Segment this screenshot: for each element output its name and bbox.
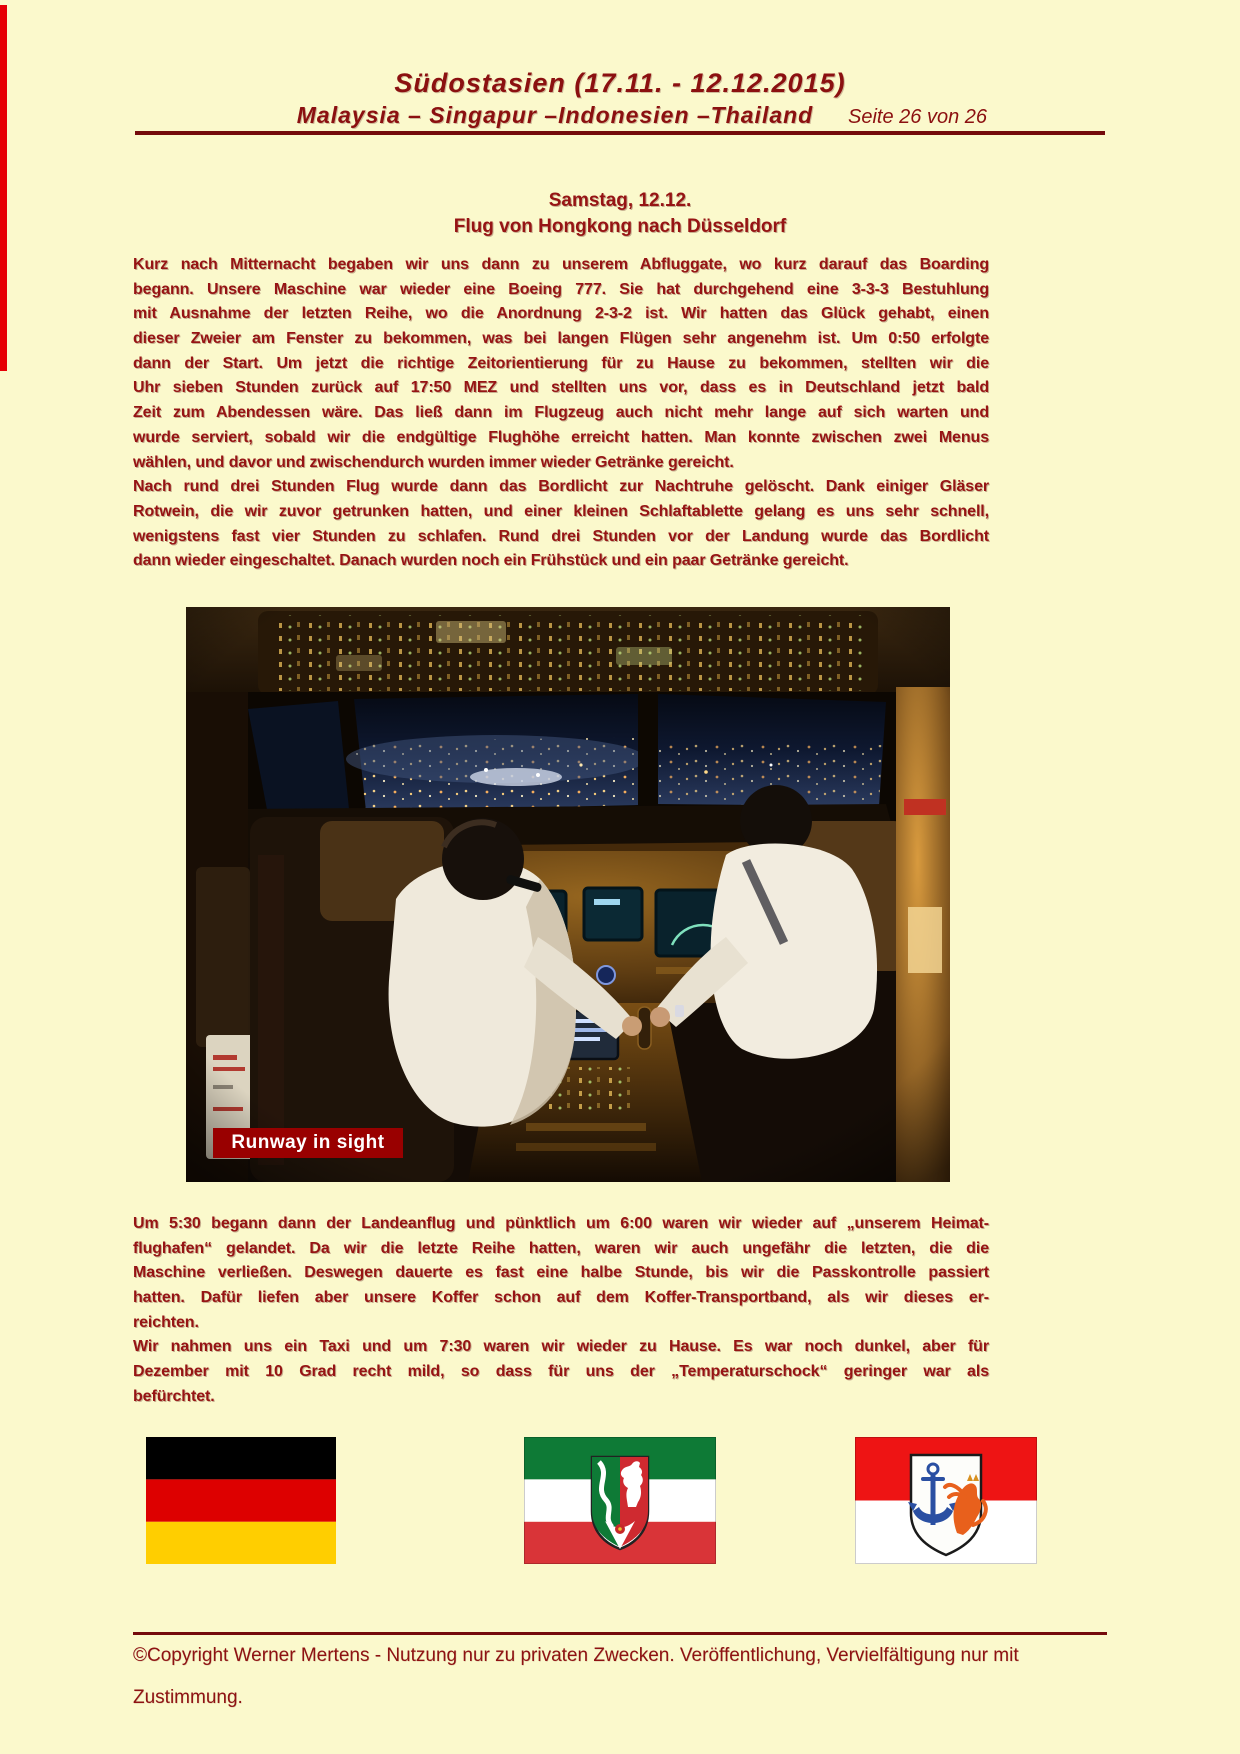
text-line: Maschine verließen. Deswegen dauerte es fast eine halbe Stunde, bis wir die Passkontrolle passiert — [133, 1264, 989, 1282]
page-subtitle: Malaysia – Singapur –Indonesien –Thailand — [296, 102, 814, 128]
text-line: Dezember mit 10 Grad recht mild, so dass für uns der „Temperaturschock“ geringer war als — [133, 1363, 989, 1381]
paragraph-block-1 — [133, 253, 989, 574]
text-line: Kurz nach Mitternacht begaben wir uns dann zu unserem Abfluggate, wo kurz darauf das Boarding — [133, 256, 989, 273]
flag-germany — [146, 1437, 336, 1564]
paragraph-block-2 — [133, 1212, 989, 1410]
text-line: Uhr sieben Stunden zurück auf 17:50 MEZ und stellten uns vor, dass es in Deutschland jetzt bald — [133, 379, 989, 397]
photo-caption: Runway in sight — [213, 1128, 403, 1158]
red-margin-line — [0, 5, 7, 371]
text-line: Zeit zum Abendessen wäre. Das ließ dann im Flugzeug auch nicht mehr lange auf sich warten und — [133, 404, 989, 422]
text-line: wenigstens fast vier Stunden zu schlafen. Rund drei Stunden vor der Landung wurde das Bordlicht — [133, 527, 989, 545]
text-line: reichten. — [133, 1313, 199, 1331]
text-line: Wir nahmen uns ein Taxi und um 7:30 waren wir wieder zu Hause. Es war noch dunkel, aber für — [133, 1338, 989, 1356]
text-line: Rotwein, die wir zuvor getrunken hatten, und einer kleinen Schlaftablette gelang es uns sehr schnell, — [133, 502, 989, 520]
text-line: flughafen“ gelandet. Da wir die letzte Reihe hatten, waren wir auch ungefähr die letzten, die die — [133, 1239, 989, 1257]
flag-nordrhein-westfalen — [524, 1437, 716, 1564]
page-title: Südostasien (17.11. - 12.12.2015) — [394, 68, 846, 98]
text-line: Nach rund drei Stunden Flug wurde dann das Bordlicht zur Nachtruhe gelöscht. Dank einiger Gläser — [133, 478, 989, 496]
text-line: begann. Unsere Maschine war wieder eine Boeing 777. Sie hat durchgehend eine 3-3-3 Bestuhlung — [133, 280, 989, 298]
cockpit-photo — [186, 607, 950, 1182]
cockpit-photo-graphic — [186, 607, 950, 1182]
text-line: dieser Zweier am Fenster zu bekommen, was bei langen Flügen sehr angenehm ist. Um 0:50 erfolgte — [133, 330, 989, 348]
text-line: hatten. Dafür liefen aber unsere Koffer schon auf dem Koffer-Transportband, als wir dieses er- — [133, 1289, 989, 1307]
page-indicator: Seite 26 von 26 — [848, 106, 987, 128]
flag-duesseldorf — [855, 1437, 1037, 1564]
copyright-line-1: ©Copyright Werner Mertens - Nutzung nur zu privaten Zwecken. Veröffentlichung, Vervielfältigung nur mit — [133, 1645, 1019, 1666]
text-line: Um 5:30 begann dann der Landeanflug und pünktlich um 6:00 waren wir wieder auf „unserem Heimat- — [133, 1215, 989, 1232]
text-line: dann wieder eingeschaltet. Danach wurden noch ein Frühstück und ein paar Getränke gereicht. — [133, 552, 849, 570]
text-line: befürchtet. — [133, 1387, 215, 1405]
date-heading: Samstag, 12.12. — [548, 190, 692, 211]
text-line: wurde serviert, sobald wir die endgültige Flughöhe erreicht hatten. Man konnte zwischen zwei Menus — [133, 428, 989, 446]
copyright-line-2: Zustimmung. — [133, 1687, 243, 1708]
flight-heading: Flug von Hongkong nach Düsseldorf — [453, 216, 787, 237]
header-rule — [135, 131, 1105, 135]
footer-rule — [133, 1632, 1107, 1635]
nrw-coat-of-arms — [592, 1457, 648, 1549]
text-line: mit Ausnahme der letzten Reihe, wo die Anordnung 2-3-2 ist. Wir hatten das Glück gehabt, einen — [133, 305, 989, 323]
text-line: dann der Start. Um jetzt die richtige Zeitorientierung für zu Hause zu bekommen, stellten wir die — [133, 354, 989, 372]
text-line: wählen, und davor und zwischendurch wurden immer wieder Getränke gereicht. — [133, 453, 734, 471]
